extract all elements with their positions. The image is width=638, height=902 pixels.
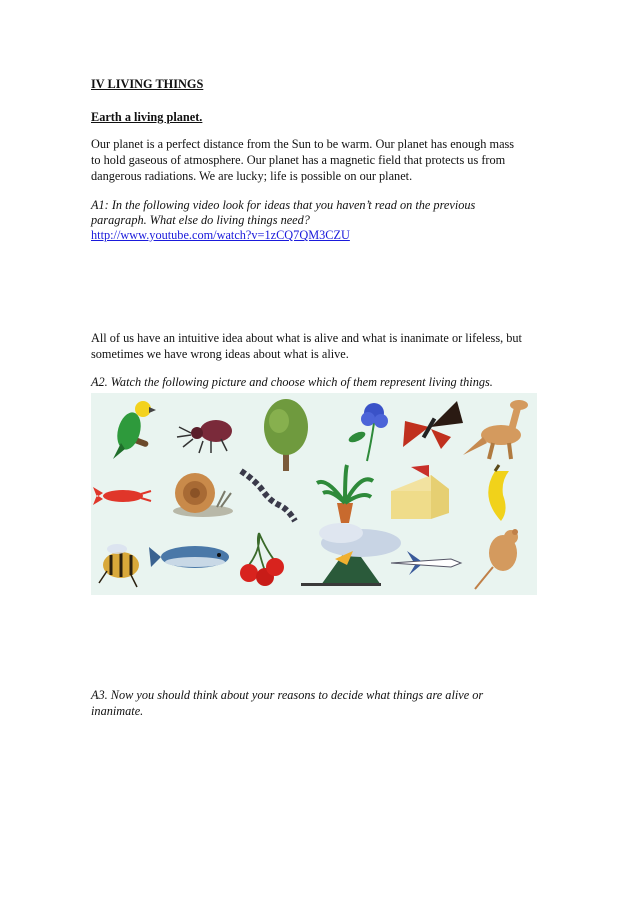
living-things-picture bbox=[91, 393, 537, 595]
text-line: All of us have an intuitive idea about what is alive and what is inanimate or lifeless, but bbox=[91, 331, 522, 345]
text-line: to hold gaseous of atmosphere. Our planet has a magnetic field that protects us from bbox=[91, 153, 506, 167]
flower-icon bbox=[347, 403, 388, 461]
text-line: inanimate. bbox=[91, 704, 144, 718]
parrot-icon bbox=[113, 401, 156, 459]
spider-icon bbox=[177, 420, 232, 453]
activity-a2: A2. Watch the following picture and choose which of them represent living things. bbox=[91, 375, 493, 389]
dinosaur-icon bbox=[463, 400, 528, 459]
bee-icon bbox=[99, 544, 139, 587]
lobster-icon bbox=[93, 487, 151, 505]
butterfly-icon bbox=[403, 401, 463, 449]
text-line: sometimes we have wrong ideas about what is alive. bbox=[91, 347, 349, 361]
tuna-fish-icon bbox=[149, 546, 229, 568]
banana-icon bbox=[488, 465, 509, 521]
text-line: A3. Now you should think about your reasons to decide what things are alive or bbox=[91, 688, 484, 702]
airplane-icon bbox=[391, 551, 461, 575]
snake-icon bbox=[241, 471, 295, 521]
potted-plant-icon bbox=[317, 465, 373, 523]
text-line: dangerous radiations. We are lucky; life is possible on our planet. bbox=[91, 169, 413, 183]
section-heading: IV LIVING THINGS bbox=[91, 77, 204, 91]
text-line: Our planet is a perfect distance from the Sun to be warm. Our planet has enough mass bbox=[91, 137, 515, 151]
mouse-icon bbox=[475, 529, 518, 589]
cheese-icon bbox=[391, 465, 449, 519]
subheading: Earth a living planet. bbox=[91, 110, 203, 124]
snail-icon bbox=[173, 473, 233, 517]
text-line: paragraph. What else do living things need? bbox=[91, 213, 310, 227]
text-line: A1: In the following video look for ideas that you haven’t read on the previous bbox=[91, 198, 476, 212]
volcano-icon bbox=[301, 523, 401, 586]
tree-icon bbox=[264, 399, 308, 471]
cherries-icon bbox=[240, 533, 284, 586]
video-link[interactable]: http://www.youtube.com/watch?v=1zCQ7QM3CZU bbox=[91, 228, 350, 242]
